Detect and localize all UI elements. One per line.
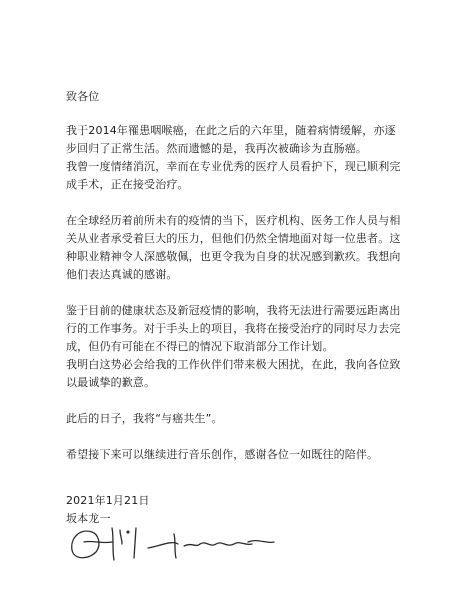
paragraph-work-impact: 鉴于目前的健康状态及新冠疫情的影响，我将无法进行需要远距离出行的工作事务。对于手头上的项目，我将在接受治疗的同时尽力去完成，但仍有可能在不得已的情况下取消部分工作计划。 <box>66 304 401 353</box>
letter-date: 2021年1月21日 <box>66 494 150 507</box>
letter-greeting: 致各位 <box>66 90 100 103</box>
paragraph-diagnosis: 我于2014年罹患咽喉癌，在此之后的六年里，随着病情缓解，亦逐步回归了正常生活。然而遗憾的是，我再次被确诊为直肠癌。 <box>66 124 396 155</box>
paragraph-live-with-cancer: 此后的日子，我将“与癌共生”。 <box>66 412 223 425</box>
letter-author: 坂本龙一 <box>66 512 111 525</box>
paragraph-apology: 我明白这势必会给我的工作伙伴们带来极大困扰，在此，我向各位致以最诚挚的歉意。 <box>66 358 401 389</box>
paragraph-treatment: 我曾一度情绪消沉，幸而在专业优秀的医疗人员看护下，现已顺利完成手术，正在接受治疗。 <box>66 160 401 191</box>
paragraph-gratitude: 在全球经历着前所未有的疫情的当下，医疗机构、医务工作人员与相关从业者承受着巨大的压力，但他们仍然全情地面对每一位患者。这种职业精神令人深感敬佩，也更令我为自身的状况感到歉疚。我想向他们表达真诚的感谢。 <box>66 214 401 281</box>
letter-body <box>66 88 406 528</box>
handwritten-signature <box>62 518 342 564</box>
paragraph-closing: 希望接下来可以继续进行音乐创作，感谢各位一如既往的陪伴。 <box>66 448 379 461</box>
